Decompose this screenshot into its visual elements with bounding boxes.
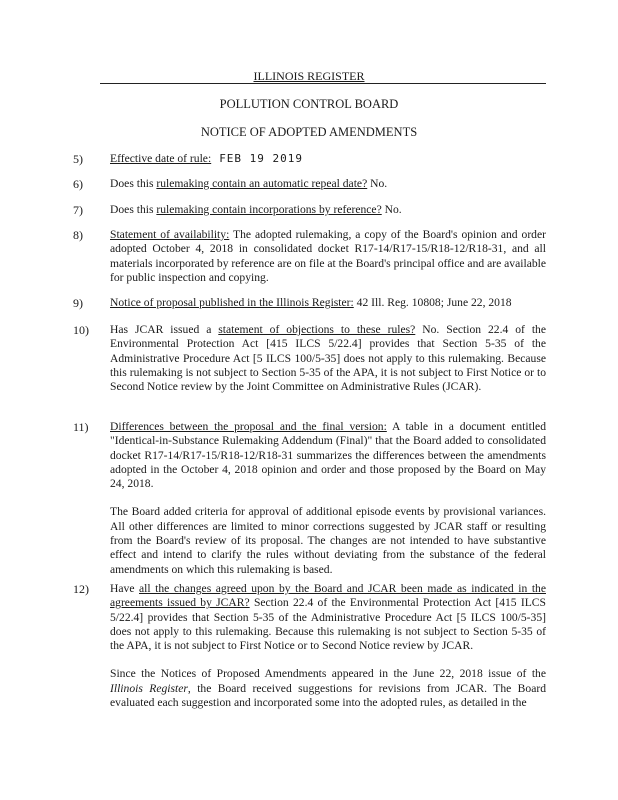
item-label: statement of objections to these rules? bbox=[218, 323, 416, 336]
item-text: No. bbox=[381, 203, 402, 216]
item-text: 42 Ill. Reg. 10808; June 22, 2018 bbox=[353, 296, 512, 309]
item-body bbox=[110, 582, 546, 710]
board-name: POLLUTION CONTROL BOARD bbox=[219, 97, 399, 111]
item-number: 7) bbox=[73, 203, 83, 217]
date-stamp: FEB 19 2019 bbox=[219, 152, 304, 165]
item-body bbox=[110, 177, 546, 191]
item-number: 9) bbox=[73, 296, 83, 310]
item-label: Differences between the proposal and the final version: bbox=[110, 420, 387, 433]
item-text: The adopted rulemaking, a copy of the Board's opinion and order adopted October 4, 2018 in consolidated docket R17-14/R17-15/R18-12/R18-31, and all materials incorporated by reference are on file at the Board's principal office and are available for public inspection and copying. bbox=[110, 228, 546, 284]
publication-title: Illinois Register bbox=[110, 681, 188, 695]
item-body bbox=[110, 152, 546, 166]
item-body bbox=[110, 296, 546, 310]
item-text: A table in a document entitled "Identical-in-Substance Rulemaking Addendum (Final)" that the Board added to consolidated docket R17-14/R17-15/R18-12/R18-31 summarizes the differences between the amendments adopted in the October 4, 2018 opinion and order and those proposed by the Board on May 24, 2018. bbox=[110, 420, 546, 491]
item-body bbox=[110, 203, 546, 217]
header-rule bbox=[100, 83, 546, 84]
item-pre-text: Does this bbox=[110, 203, 157, 216]
item-text: Section 22.4 of the Environmental Protection Act [415 ILCS 5/22.4] provides that Section 5-35 of the Administrative Procedure Act [5 ILCS 100/5-35] does not apply to this rulemaking. Because this rulemaking is not subject to Section 5-35 of the APA, it is not subject to First Notice or to Second Notice review by JCAR. bbox=[110, 596, 546, 653]
register-title: ILLINOIS REGISTER bbox=[253, 69, 365, 83]
para-text: Since the Notices of Proposed Amendments appeared in the June 22, 2018 issue of the bbox=[110, 667, 546, 681]
item-number: 12) bbox=[73, 582, 89, 596]
item-label: rulemaking contain an automatic repeal date? bbox=[156, 177, 368, 190]
item-body bbox=[110, 420, 546, 577]
item-pre-text: Have bbox=[110, 582, 140, 595]
item-pre-text: Has JCAR issued a bbox=[110, 323, 219, 336]
item-body bbox=[110, 228, 546, 285]
item-body bbox=[110, 323, 546, 394]
item-pre-text: Does this bbox=[110, 177, 157, 190]
item-number: 8) bbox=[73, 228, 83, 242]
item-label: Notice of proposal published in the Illinois Register: bbox=[110, 296, 354, 309]
item-paragraph-2: The Board added criteria for approval of additional episode events by provisional variances. All other differences are limited to minor corrections suggested by JCAR staff or resulting from the Board's review of its proposal. The changes are not intended to have substantive effect and intend to clarify the rules without deviating from the substance of the federal amendments on which this rulemaking is based. bbox=[110, 505, 546, 576]
item-number: 6) bbox=[73, 177, 83, 191]
notice-title: NOTICE OF ADOPTED AMENDMENTS bbox=[200, 125, 418, 139]
item-number: 11) bbox=[73, 420, 89, 434]
item-label: rulemaking contain incorporations by reference? bbox=[156, 203, 382, 216]
para-text: , the Board received suggestions for revisions from JCAR. The Board evaluated each suggestion and incorporated some into the adopted rules, as detailed in the bbox=[110, 681, 546, 710]
item-label: Effective date of rule: bbox=[110, 152, 212, 165]
item-label: Statement of availability: bbox=[110, 228, 230, 241]
item-text: No. Section 22.4 of the Environmental Protection Act [415 ILCS 5/22.4] provides that Section 5-35 of the Administrative Procedure Act [5 ILCS 100/5-35] does not apply to this rulemaking. Because this rulemaking is not subject to Section 5-35 of the APA, it is not subject to First Notice or to Second Notice review by the Joint Committee on Administrative Rules (JCAR). bbox=[110, 323, 546, 394]
item-text: No. bbox=[367, 177, 388, 190]
item-number: 10) bbox=[73, 323, 89, 337]
item-number: 5) bbox=[73, 152, 83, 166]
item-paragraph-2 bbox=[110, 667, 546, 710]
item-label: all the changes agreed upon by the Board and JCAR been made as indicated in the agreements issued by JCAR? bbox=[110, 582, 546, 610]
